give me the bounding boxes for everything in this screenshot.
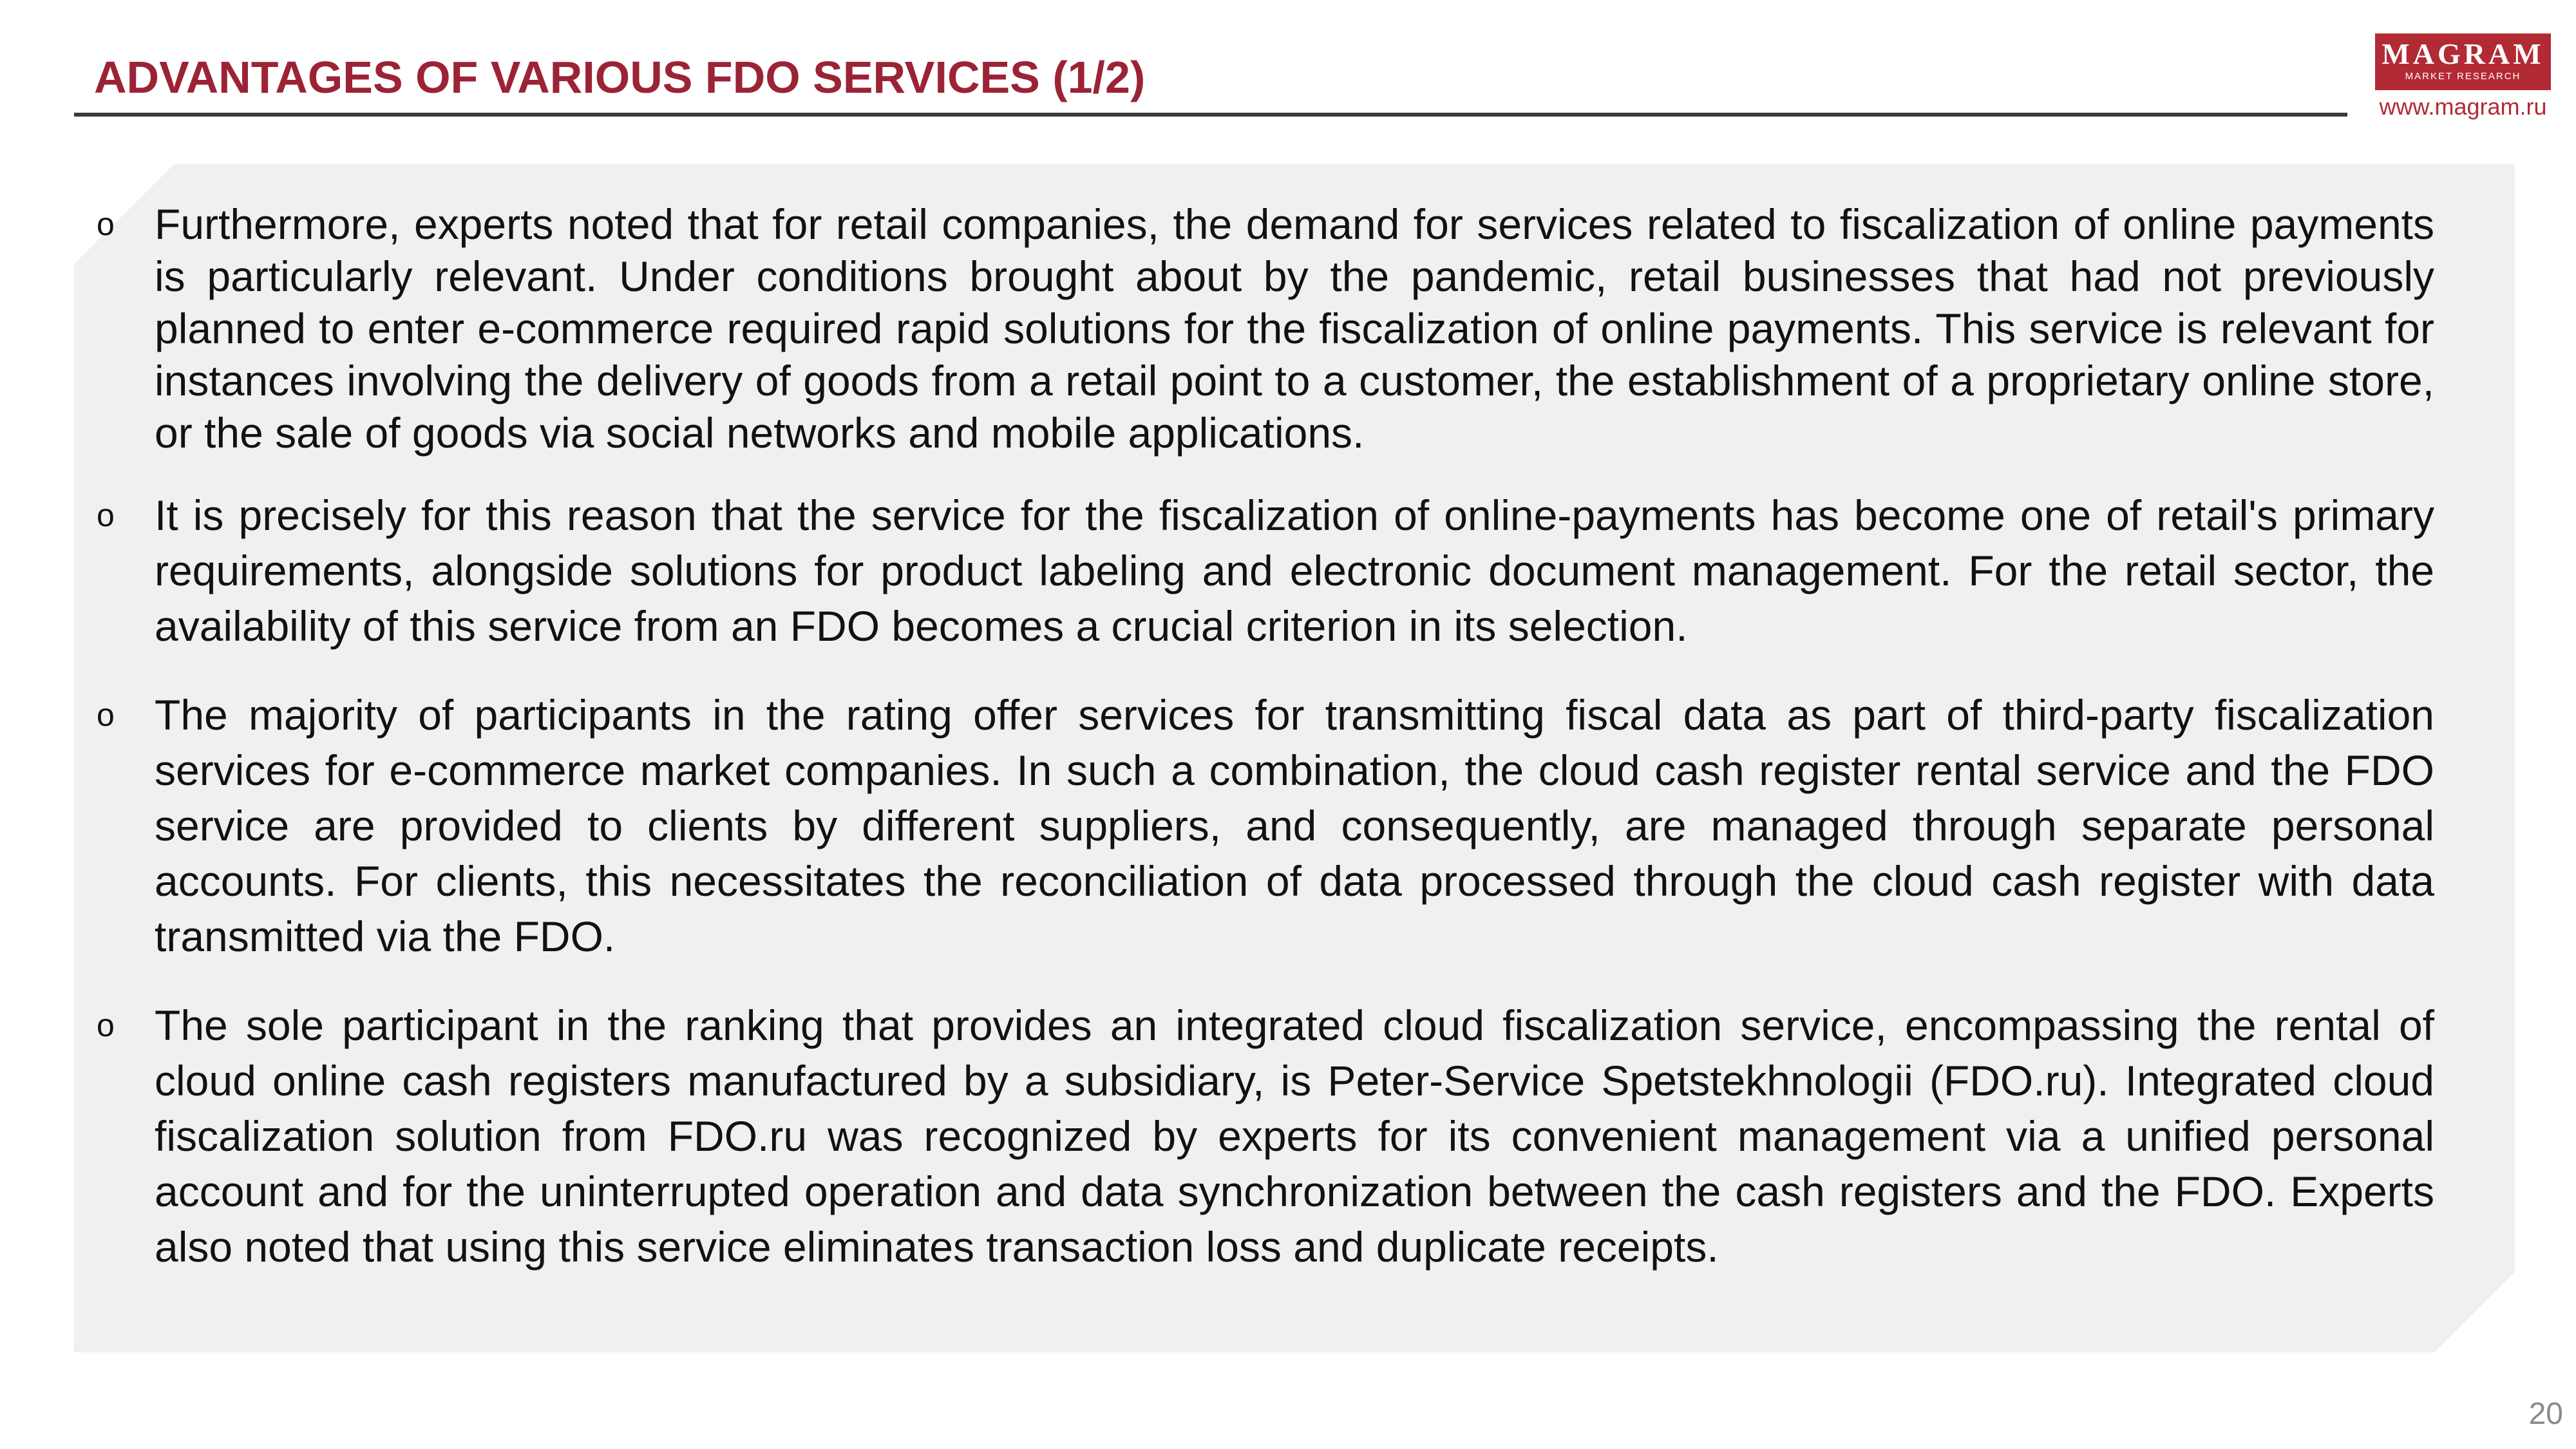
bullet-item	[90, 198, 2434, 459]
bullet-text: Furthermore, experts noted that for retail companies, the demand for services related to fiscalization of online payments is particularly relevant. Under conditions brought about by the pandemic, retail businesses that had not previously planned to enter e-commerce required rapid solutions for the fiscalization of online payments. This service is relevant for instances involving the delivery of goods from a retail point to a customer, the establishment of a proprietary online store, or the sale of goods via social networks and mobile applications.	[155, 200, 2434, 457]
bullet-marker-icon: o	[97, 206, 115, 242]
logo-subtitle: MARKET RESEARCH	[2405, 71, 2521, 82]
title-divider	[74, 113, 2347, 117]
bullet-item	[90, 687, 2434, 964]
bullet-text: The majority of participants in the rating offer services for transmitting fiscal data as part of third-party fiscalization services for e-commerce market companies. In such a combination, the cloud cash register rental service and the FDO service are provided to clients by different suppliers, and consequently, are managed through separate personal accounts. For clients, this necessitates the reconciliation of data processed through the cloud cash register with data transmitted via the FDO.	[155, 691, 2434, 960]
bullet-marker-icon: o	[97, 497, 115, 533]
bullet-list	[90, 198, 2434, 1274]
page-title: ADVANTAGES OF VARIOUS FDO SERVICES (1/2)	[94, 52, 1146, 102]
bullet-marker-icon: o	[97, 1007, 115, 1043]
page-number: 20	[2528, 1397, 2563, 1431]
bullet-text: It is precisely for this reason that the service for the fiscalization of online-payments has become one of retail's primary requirements, alongside solutions for product labeling and electronic document management. For the retail sector, the availability of this service from an FDO becomes a crucial criterion in its selection.	[155, 491, 2434, 650]
website-link[interactable]: www.magram.ru	[2379, 93, 2547, 120]
magram-logo	[2375, 33, 2551, 90]
bullet-item	[90, 488, 2434, 654]
logo-name: MAGRAM	[2382, 37, 2544, 70]
bullet-marker-icon: o	[97, 697, 115, 733]
bullet-item	[90, 998, 2434, 1274]
bullet-text: The sole participant in the ranking that provides an integrated cloud fiscalization service, encompassing the rental of cloud online cash registers manufactured by a subsidiary, is Peter-Service Spetstekhnologii (FDO.ru). Integrated cloud fiscalization solution from FDO.ru was recognized by experts for its convenient management via a unified personal account and for the uninterrupted operation and data synchronization between the cash registers and the FDO. Experts also noted that using this service eliminates transaction loss and duplicate receipts.	[155, 1001, 2434, 1271]
